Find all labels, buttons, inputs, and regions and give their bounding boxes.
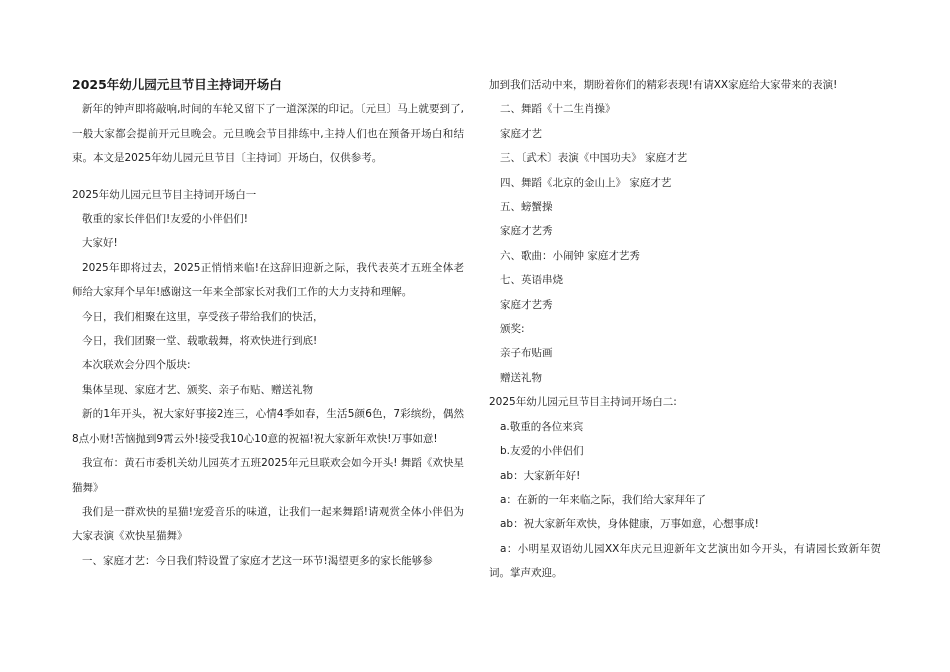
section-heading-2: 2025年幼儿园元旦节目主持词开场白二: — [489, 396, 677, 409]
paragraph: 集体呈现、家庭才艺、颁奖、亲子布贴、赠送礼物 — [82, 383, 313, 396]
paragraph: 家庭才艺秀 — [500, 298, 553, 311]
paragraph: a.敬重的各位来宾 — [500, 420, 584, 433]
paragraph: 敬重的家长伴侣们!友爱的小伴侣们! — [82, 213, 248, 226]
paragraph: 六、歌曲：小闹钟 家庭才艺秀 — [500, 249, 640, 262]
paragraph-continued: 加到我们活动中来，期盼着你们的精彩表现!有请XX家庭给大家带来的表演! — [489, 79, 838, 91]
paragraph: 新的1年开头，祝大家好事接2连三，心情4季如春，生活5颜6色，7彩缤纷，偶然8点小财!苦恼抛到9霄云外!接受我10心10意的祝福!祝大家新年欢快!万事如意! — [72, 408, 464, 445]
paragraph: 颁奖: — [500, 323, 525, 336]
paragraph: 三、〔武术〕表演《中国功夫》 家庭才艺 — [500, 152, 688, 165]
paragraph: 大家好! — [82, 237, 118, 250]
paragraph: 四、舞蹈《北京的金山上》 家庭才艺 — [500, 176, 672, 189]
paragraph: 赠送礼物 — [500, 371, 542, 384]
paragraph: a：在新的一年来临之际，我们给大家拜年了 — [500, 493, 706, 506]
paragraph: 2025年即将过去，2025正悄悄来临!在这辞旧迎新之际，我代表英才五班全体老师给大家拜个早年!感谢这一年来全部家长对我们工作的大力支持和理解。 — [72, 261, 464, 299]
paragraph: 今日，我们团聚一堂、载歌载舞，将欢快进行到底! — [82, 335, 318, 348]
paragraph: 我宣布：黄石市委机关幼儿园英才五班2025年元旦联欢会如今开头! 舞蹈《欢快星猫舞》 — [72, 457, 464, 494]
paragraph: 七、英语串烧 — [500, 274, 563, 287]
paragraph: 家庭才艺 — [500, 127, 542, 140]
paragraph: 我们是一群欢快的星猫!宠爱音乐的味道，让我们一起来舞蹈!请观赏全体小伴侣为大家表演《欢快星猫舞》 — [72, 505, 464, 543]
paragraph: 亲子布贴画 — [500, 347, 553, 360]
paragraph: 五、螃蟹操 — [500, 201, 553, 214]
paragraph: b.友爱的小伴侣们 — [500, 445, 584, 458]
paragraph: 本次联欢会分四个版块: — [82, 359, 191, 372]
paragraph: 二、舞蹈《十二生肖操》 — [500, 103, 616, 116]
paragraph: ab：大家新年好! — [500, 469, 581, 482]
paragraph: 一、家庭才艺：今日我们特设置了家庭才艺这一环节!渴望更多的家长能够参 — [82, 554, 433, 567]
intro-paragraph: 新年的钟声即将敲响,时间的车轮又留下了一道深深的印记。〔元旦〕马上就要到了,一般大家都会提前开元旦晚会。元旦晚会节目排练中,主持人们也在预备开场白和结束。本文是2025年幼儿园元旦节目〔主持词〕开场白，仅供参考。 — [72, 103, 464, 165]
document-title: 2025年幼儿园元旦节目主持词开场白 — [72, 77, 282, 92]
section-heading-1: 2025年幼儿园元旦节目主持词开场白一 — [72, 188, 257, 201]
paragraph: a：小明星双语幼儿园XX年庆元旦迎新年文艺演出如今开头，有请园长致新年贺词。掌声欢迎。 — [489, 542, 881, 580]
left-column — [72, 73, 464, 573]
right-column — [489, 73, 881, 586]
paragraph: 今日，我们相聚在这里，享受孩子带给我们的快活， — [82, 310, 324, 323]
paragraph: ab：祝大家新年欢快，身体健康，万事如意，心想事成! — [500, 518, 759, 531]
paragraph: 家庭才艺秀 — [500, 225, 553, 238]
